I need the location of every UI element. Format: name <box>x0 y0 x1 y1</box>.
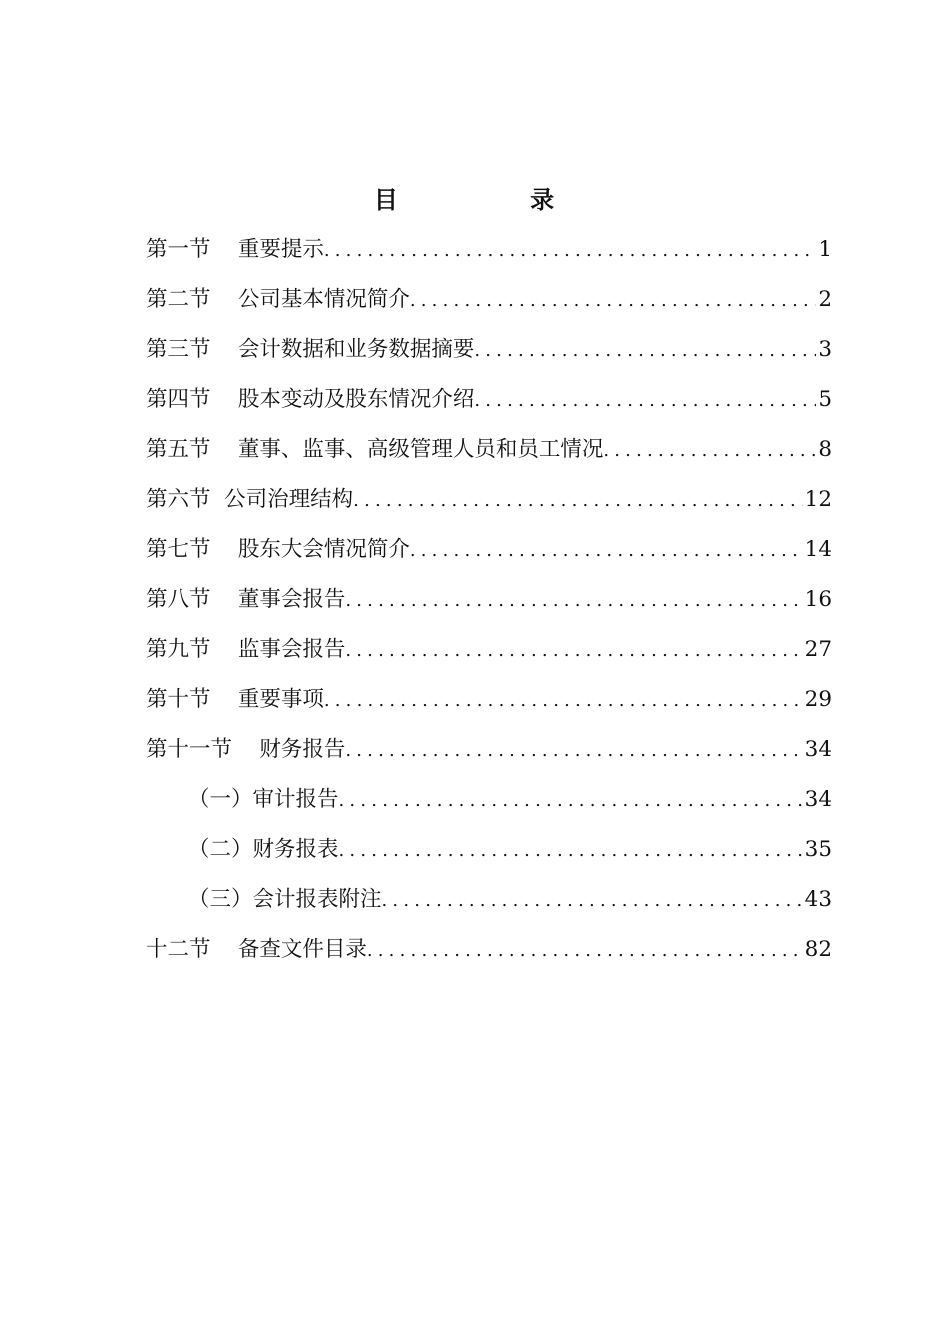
toc-dot-leader <box>603 426 816 476</box>
toc-entry-label: 第十一节 财务报告 <box>146 737 346 762</box>
toc-entry-label: 第十节 重要事项 <box>146 687 324 712</box>
toc-dot-leader <box>353 476 802 526</box>
toc-entry-label: （二）财务报表 <box>188 837 339 862</box>
toc-entry-page: 43 <box>804 887 832 912</box>
toc-entry-page: 16 <box>804 587 832 612</box>
toc-entry[interactable] <box>146 725 832 775</box>
toc-entry-label: 第九节 监事会报告 <box>146 637 346 662</box>
toc-entry-label: （三）会计报表附注 <box>188 887 382 912</box>
toc-entry[interactable] <box>146 225 832 275</box>
toc-dot-leader <box>345 726 802 776</box>
toc-dot-leader <box>410 526 803 576</box>
toc-dot-leader <box>339 776 803 826</box>
toc-entry-page: 3 <box>818 337 832 362</box>
toc-subentry[interactable] <box>146 875 832 925</box>
page-title: 目 录 <box>373 186 617 214</box>
toc-entry-page: 12 <box>804 487 832 512</box>
toc-subentry[interactable] <box>146 825 832 875</box>
toc-dot-leader <box>474 326 816 376</box>
toc-dot-leader <box>367 926 803 976</box>
toc-dot-leader <box>345 576 802 626</box>
toc-entry-label: （一）审计报告 <box>188 787 339 812</box>
toc-dot-leader <box>474 376 816 426</box>
toc-entry-page: 34 <box>804 787 832 812</box>
toc-entry-label: 第一节 重要提示 <box>146 237 324 262</box>
toc-entry-label: 第四节 股本变动及股东情况介绍 <box>146 387 475 412</box>
toc-subentry[interactable] <box>146 775 832 825</box>
toc-entry[interactable] <box>146 925 832 975</box>
toc-dot-leader <box>324 226 816 276</box>
toc-entry[interactable] <box>146 575 832 625</box>
toc-entry-label: 第八节 董事会报告 <box>146 587 346 612</box>
toc-entry-page: 5 <box>818 387 832 412</box>
toc-entry-label: 第三节 会计数据和业务数据摘要 <box>146 337 475 362</box>
toc-entry[interactable] <box>146 275 832 325</box>
toc-entry-page: 27 <box>804 637 832 662</box>
toc-entry-page: 34 <box>804 737 832 762</box>
toc-entry[interactable] <box>146 625 832 675</box>
toc-entry[interactable] <box>146 325 832 375</box>
toc-entry-page: 82 <box>804 937 832 962</box>
toc-entry[interactable] <box>146 525 832 575</box>
toc-dot-leader <box>339 826 803 876</box>
toc-entry-label: 第五节 董事、监事、高级管理人员和员工情况 <box>146 437 604 462</box>
toc-entry-page: 14 <box>804 537 832 562</box>
toc-entry-page: 8 <box>818 437 832 462</box>
toc-entry-page: 35 <box>804 837 832 862</box>
toc-entry-label: 第六节 公司治理结构 <box>146 487 354 512</box>
toc-entry-label: 十二节 备查文件目录 <box>146 937 367 962</box>
toc-entry-page: 29 <box>804 687 832 712</box>
toc-entry-label: 第七节 股东大会情况简介 <box>146 537 410 562</box>
toc-entry[interactable] <box>146 375 832 425</box>
toc-dot-leader <box>382 876 803 926</box>
toc-entry[interactable] <box>146 675 832 725</box>
table-of-contents <box>146 225 832 975</box>
toc-entry[interactable] <box>146 425 832 475</box>
toc-dot-leader <box>324 676 803 726</box>
toc-dot-leader <box>345 626 802 676</box>
toc-entry-label: 第二节 公司基本情况简介 <box>146 287 410 312</box>
toc-entry[interactable] <box>146 475 832 525</box>
toc-entry-page: 1 <box>818 237 832 262</box>
toc-dot-leader <box>410 276 816 326</box>
toc-entry-page: 2 <box>818 287 832 312</box>
